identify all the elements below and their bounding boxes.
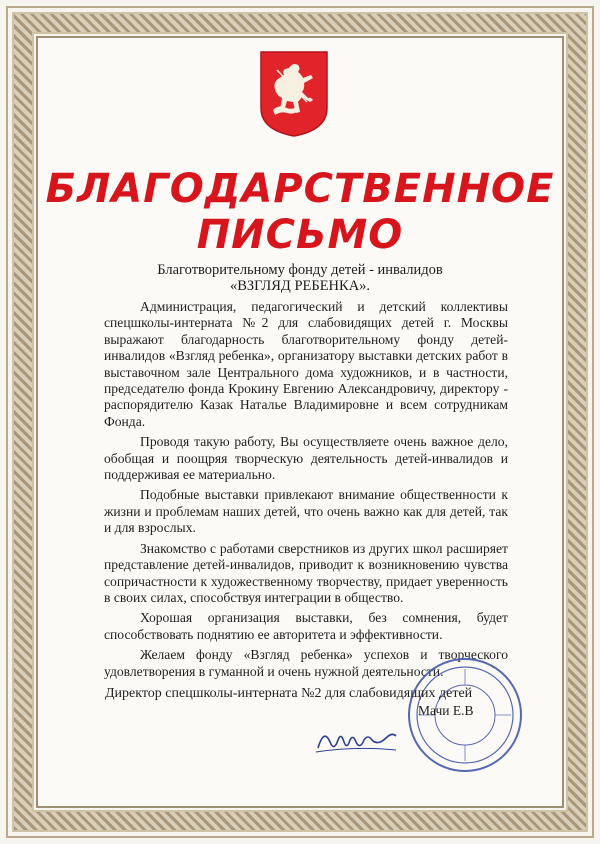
title-line-2: ПИСЬМО	[196, 212, 404, 258]
handwritten-signature	[312, 722, 402, 758]
paragraph-3: Подобные выставки привлекают внимание общественности к жизни и проблемам наших детей, что очень важно как для детей, так и для взрослых.	[104, 487, 508, 536]
paragraph-2: Проводя такую работу, Вы осуществляете очень важное дело, обобщая и поощряя творческую деятельность детей-инвалидов и поддерживая ее материально.	[104, 434, 508, 483]
moscow-coat-of-arms-icon	[259, 50, 329, 138]
signer-name: Мачи Е.В	[418, 703, 474, 718]
addressee-line-2: «ВЗГЛЯД РЕБЕНКА».	[229, 278, 371, 294]
paragraph-4: Знакомство с работами сверстников из других школ расширяет представление детей-инвалидов, приводит к возникновению чувства сопричастности к художественному творчеству, придает уверенность в своих силах, способствуя интеграции в общество.	[104, 540, 508, 605]
paragraph-5: Хорошая организация выставки, без сомнения, будет способствовать поднятию ее авторитета и эффективности.	[104, 610, 508, 642]
paragraph-1: Администрация, педагогический и детский коллективы спецшколы-интерната №2 для слабовидящих детей г. Москвы выражают благодарность благотворительному фонду детей-инвалидов «Взгляд ребенка», организатору выставки детских работ в выставочном зале Центрального дома художников, и в частности, председателю фонда Крокину Евгению Александровичу, директору - распорядителю Казак Наталье Владимировне и всем сотрудникам Фонда.	[104, 299, 508, 429]
addressee-line-1: Благотворительному фонду детей - инвалидов	[157, 262, 443, 278]
paragraph-6: Желаем фонду «Взгляд ребенка» успехов и творческого удовлетворения в гуманной и очень нужной деятельности.	[104, 647, 508, 679]
letter-body	[104, 299, 508, 684]
signature-line: Директор спецшколы-интерната №2 для слабовидящих детей	[105, 686, 473, 701]
title-line-1: БЛАГОДАРСТВЕННОЕ	[45, 166, 555, 212]
